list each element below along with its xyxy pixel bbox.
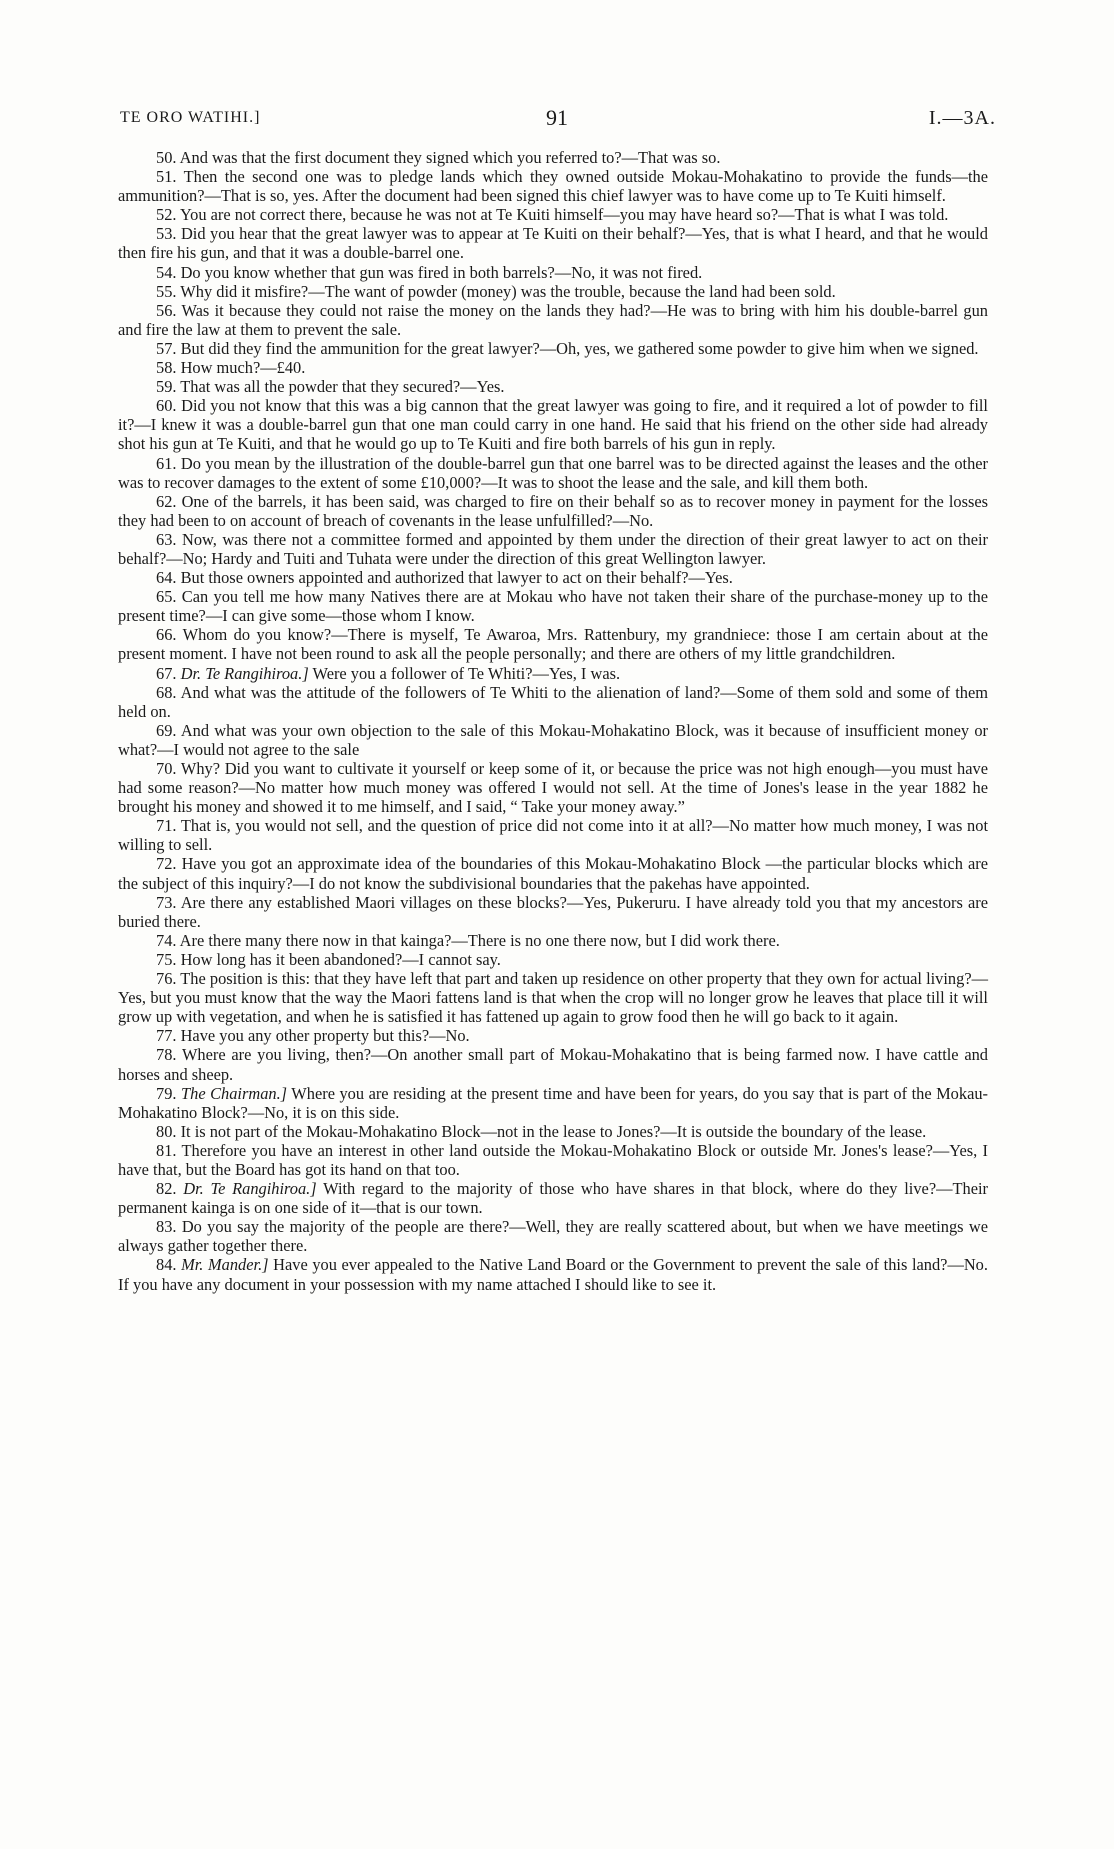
paragraph: 51. Then the second one was to pledge lands which they owned outside Mokau-Mohakatino to provide the funds—the ammunition?—That is so, yes. After the document had been signed this chief lawyer was to have come up to Te Kuiti himself. bbox=[118, 167, 988, 206]
paragraph-text: With regard to the majority of those who have shares in that block, where do they live?—Their permanent kainga is on one side of it—that is our town. bbox=[118, 1179, 988, 1218]
paragraph: 69. And what was your own objection to the sale of this Mokau-Mohakatino Block, was it because of insufficient money or what?—I would not agree to the sale bbox=[118, 720, 988, 759]
page-header bbox=[118, 105, 996, 137]
paragraph: 56. Was it because they could not raise the money on the lands they had?—He was to bring with him his double-barrel gun and fire the law at them to prevent the sale. bbox=[118, 300, 988, 339]
paragraph-text: Where you are residing at the present time and have been for years, do you say that is part of the Mokau-Mohakatino Block?—No, it is on this side. bbox=[118, 1083, 988, 1122]
paragraph: 60. Did you not know that this was a big cannon that the great lawyer was going to fire, and it required a lot of powder to fill it?—I knew it was a double-barrel gun that one man could carry in one hand. He said that his friend on the other side had already shot his gun at Te Kuiti, and that he would go up to Te Kuiti and fire both barrels of his gun in reply. bbox=[118, 396, 988, 454]
paragraph: 64. But those owners appointed and authorized that lawyer to act on their behalf?—Yes. bbox=[156, 568, 733, 588]
question-number: 79. bbox=[156, 1083, 177, 1103]
speaker-name: Dr. Te Rangihiroa.] bbox=[180, 663, 309, 683]
paragraph: 73. Are there any established Maori villages on these blocks?—Yes, Pukeruru. I have already told you that my ancestors are buried there. bbox=[118, 892, 988, 931]
paragraph: 50. And was that the first document they signed which you referred to?—That was so. bbox=[156, 148, 721, 167]
paragraph: 78. Where are you living, then?—On another small part of Mokau-Mohakatino that is being farmed now. I have cattle and horses and sheep. bbox=[118, 1045, 988, 1084]
paragraph: 52. You are not correct there, because he was not at Te Kuiti himself—you may have heard so?—That is what I was told. bbox=[156, 205, 949, 225]
page-body bbox=[118, 148, 988, 1294]
paragraph: 55. Why did it misfire?—The want of powder (money) was the trouble, because the land had been sold. bbox=[156, 281, 836, 301]
question-number: 67. bbox=[156, 663, 177, 683]
paragraph: 58. How much?—£40. bbox=[156, 358, 306, 378]
speaker-name: Mr. Mander.] bbox=[181, 1255, 269, 1275]
question-number: 82. bbox=[156, 1179, 177, 1199]
page-number: 91 bbox=[546, 105, 568, 130]
paragraph: 65. Can you tell me how many Natives there are at Mokau who have not taken their share of the purchase-money up to the present time?—I can give some—those whom I know. bbox=[118, 587, 988, 626]
question-number: 84. bbox=[156, 1255, 177, 1275]
paragraph: 68. And what was the attitude of the followers of Te Whiti to the alienation of land?—Some of them sold and some of them held on. bbox=[118, 682, 988, 721]
paragraph-text: Were you a follower of Te Whiti?—Yes, I was. bbox=[312, 663, 621, 683]
paragraph: 61. Do you mean by the illustration of the double-barrel gun that one barrel was to be directed against the leases and the other was to recover damages to the extent of some £10,000?—It was to shoot the lease and the sale, and kill them both. bbox=[118, 453, 988, 492]
paragraph: 62. One of the barrels, it has been said, was charged to fire on their behalf so as to recover money in payment for the losses they had been to on account of breach of covenants in the lease unfulfilled?—No. bbox=[118, 491, 988, 530]
paragraph: 71. That is, you would not sell, and the question of price did not come into it at all?—No matter how much money, I was not willing to sell. bbox=[118, 816, 988, 855]
running-title: TE ORO WATIHI.] bbox=[120, 109, 261, 126]
paragraph bbox=[118, 664, 988, 683]
paragraph: 80. It is not part of the Mokau-Mohakatino Block—not in the lease to Jones?—It is outside the boundary of the lease. bbox=[156, 1121, 927, 1141]
paragraph: 53. Did you hear that the great lawyer was to appear at Te Kuiti on their behalf?—Yes, that is what I heard, and that he would then fire his gun, and that it was a double-barrel one. bbox=[118, 224, 988, 263]
paragraph: 75. How long has it been abandoned?—I cannot say. bbox=[156, 949, 501, 969]
paragraph: 66. Whom do you know?—There is myself, Te Awaroa, Mrs. Rattenbury, my grandniece: those I am certain about at the present moment. I have not been round to ask all the people personally; and there are others of my little grandchildren. bbox=[118, 625, 988, 664]
paragraph: 76. The position is this: that they have left that part and taken up residence on other property that they own for actual living?—Yes, but you must know that the way the Maori fattens land is that when the crop will no longer grow he leaves that place till it will grow up with vegetation, and when he is satisfied it has fattened up again to grow food then he will go back to it again. bbox=[118, 969, 988, 1027]
document-reference: I.—3A. bbox=[928, 107, 996, 129]
paragraph: 77. Have you any other property but this?—No. bbox=[156, 1026, 470, 1046]
paragraph bbox=[118, 1255, 988, 1293]
paragraph-text: Have you ever appealed to the Native Land Board or the Government to prevent the sale of this land?—No. If you have any document in your possession with my name attached I should like to see it. bbox=[118, 1255, 988, 1294]
paragraph: 57. But did they find the ammunition for the great lawyer?—Oh, yes, we gathered some powder to give him when we signed. bbox=[156, 338, 979, 358]
paragraph: 54. Do you know whether that gun was fired in both barrels?—No, it was not fired. bbox=[156, 262, 703, 282]
speaker-name: The Chairman.] bbox=[181, 1083, 288, 1103]
paragraph: 63. Now, was there not a committee formed and appointed by them under the direction of their great lawyer to act on their behalf?—No; Hardy and Tuiti and Tuhata were under the direction of this great Wellington lawyer. bbox=[118, 529, 988, 568]
paragraph: 70. Why? Did you want to cultivate it yourself or keep some of it, or because the price was not high enough—you must have had some reason?—No matter how much money was offered I would not sell. At the time of Jones's lease in the year 1882 he brought his money and showed it to me himself, and I said, “ Take your money away.” bbox=[118, 759, 988, 817]
paragraph bbox=[118, 1179, 988, 1217]
paragraph: 74. Are there many there now in that kainga?—There is no one there now, but I did work there. bbox=[156, 930, 780, 950]
paragraph: 81. Therefore you have an interest in other land outside the Mokau-Mohakatino Block or outside Mr. Jones's lease?—Yes, I have that, but the Board has got its hand on that too. bbox=[118, 1140, 988, 1179]
paragraph bbox=[118, 1084, 988, 1122]
paragraph: 83. Do you say the majority of the people are there?—Well, they are really scattered about, but when we have meetings we always gather together there. bbox=[118, 1217, 988, 1256]
paragraph: 72. Have you got an approximate idea of the boundaries of this Mokau-Mohakatino Block —the particular blocks which are the subject of this inquiry?—I do not know the subdivisional boundaries that the pakehas have appointed. bbox=[118, 854, 988, 893]
paragraph: 59. That was all the powder that they secured?—Yes. bbox=[156, 377, 505, 397]
speaker-name: Dr. Te Rangihiroa.] bbox=[183, 1179, 317, 1199]
